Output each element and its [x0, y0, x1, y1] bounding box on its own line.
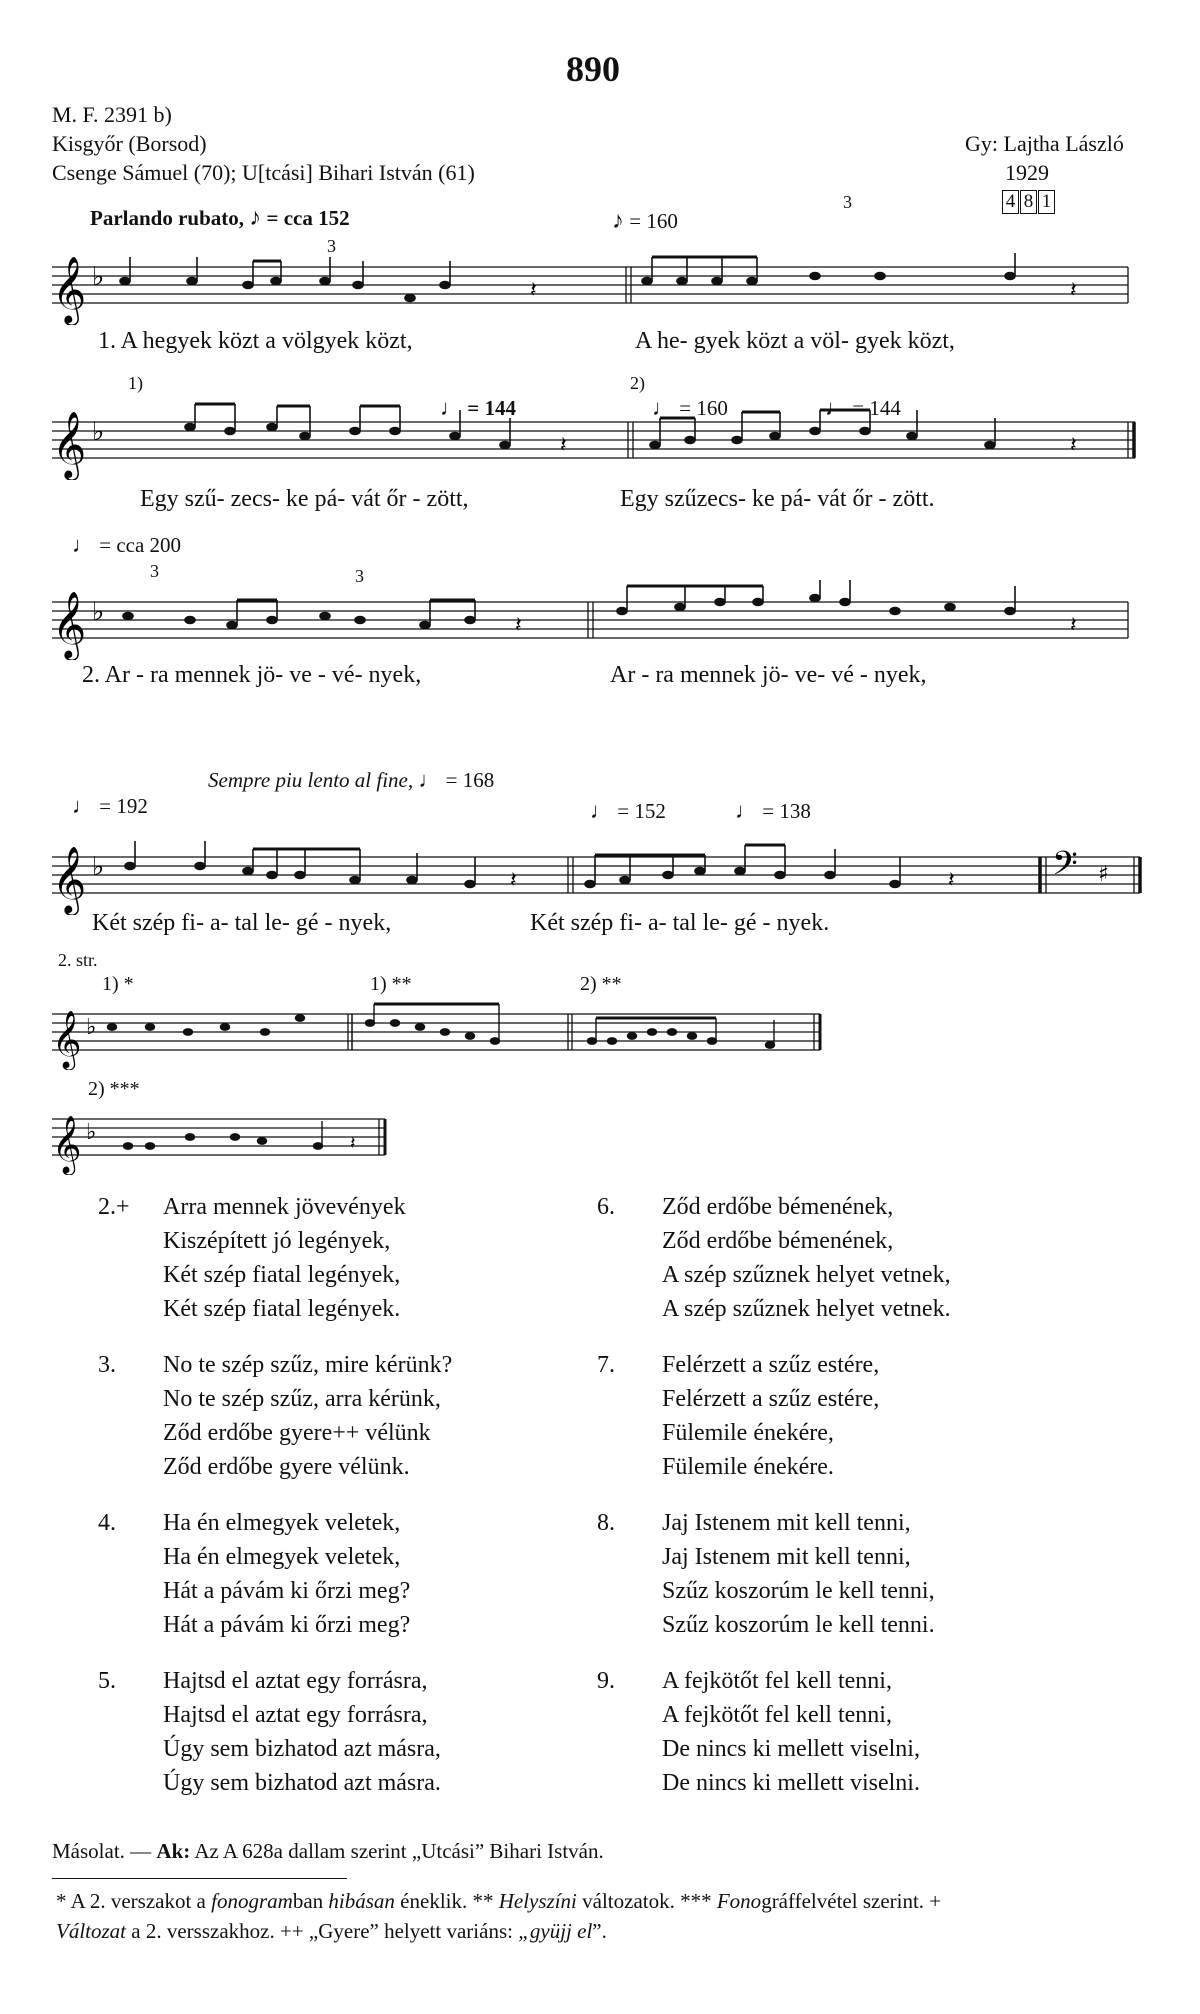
- footnote-divider: [52, 1878, 347, 1879]
- svg-text:♭: ♭: [92, 597, 105, 627]
- verse-line: No te szép szűz, mire kérünk?: [163, 1352, 453, 1378]
- verse-line: Ződ erdőbe gyere vélünk.: [163, 1454, 410, 1480]
- verse-block: [597, 1506, 935, 1642]
- variant-mark: 2) ***: [88, 1078, 140, 1100]
- svg-text:♭: ♭: [92, 852, 105, 882]
- tempo-160: ♪ = 160: [612, 208, 678, 234]
- verse-line: Hát a pávám ki őrzi meg?: [163, 1578, 411, 1604]
- verse-line: Fülemile énekére.: [662, 1454, 834, 1480]
- verse-line: Hát a pávám ki őrzi meg?: [163, 1612, 411, 1638]
- treble-clef-icon: 𝄞: [52, 1010, 82, 1068]
- verse-line: Ződ erdőbe bémenének,: [662, 1194, 894, 1220]
- verse-line: Hajtsd el aztat egy forrásra,: [163, 1668, 428, 1694]
- lyrics-line-3a: 2. Ar - ra mennek jö- ve - vé- nyek,: [82, 662, 422, 688]
- verse-line: Ződ erdőbe gyere++ vélünk: [163, 1420, 431, 1446]
- form-boxes: [1002, 190, 1056, 214]
- lyrics-line-2b: Egy szűzecs- ke pá- vát őr - zött.: [620, 486, 935, 512]
- verse-line: Arra mennek jövevények: [163, 1194, 406, 1220]
- verse-block: [597, 1190, 951, 1326]
- verse-number: 4.: [98, 1510, 116, 1536]
- tempo-138: ♩ = 138: [735, 798, 811, 823]
- collector: Gy: Lajtha László: [965, 131, 1124, 156]
- verse-block: [98, 1506, 410, 1642]
- verse-number: 9.: [597, 1668, 615, 1694]
- lyrics-line-1a: 1. A hegyek közt a völgyek közt,: [98, 328, 413, 354]
- verse-number: 6.: [597, 1194, 615, 1220]
- staff-4: [0, 835, 1200, 915]
- svg-text:𝄽: 𝄽: [948, 868, 955, 893]
- verse-line: Ha én elmegyek veletek,: [163, 1544, 401, 1570]
- footnotes: * A 2. verszakot a fonogramban hibásan éneklik. ** Helyszíni változatok. *** Fonográffelvétel szerint. + Változat a 2. versszakhoz. ++ „Gyere” helyett variáns: „gyüjj el”.: [56, 1889, 942, 1943]
- treble-clef-icon: 𝄞: [52, 590, 87, 658]
- verse-line: Ződ erdőbe bémenének,: [662, 1228, 894, 1254]
- bass-clef-icon: 𝄢: [1052, 845, 1078, 891]
- verse-line: Kiszépített jó legények,: [163, 1228, 391, 1254]
- tempo-160b: ♩ = 160: [652, 395, 728, 420]
- verse-line: Fülemile énekére,: [662, 1420, 834, 1446]
- tempo-sempre: Sempre piu lento al fine, ♩ = 168: [208, 767, 495, 792]
- svg-text:𝄽: 𝄽: [560, 433, 567, 458]
- staff-3: [0, 580, 1200, 660]
- verse-block: [98, 1664, 441, 1800]
- form-box: 4: [1002, 190, 1019, 214]
- svg-text:𝄽: 𝄽: [1070, 613, 1077, 638]
- treble-clef-icon: 𝄞: [52, 1115, 82, 1173]
- verse-line: A fejkötőt fel kell tenni,: [662, 1702, 892, 1728]
- svg-text:𝄽: 𝄽: [1070, 433, 1077, 458]
- treble-clef-icon: 𝄞: [52, 410, 87, 478]
- svg-text:♯: ♯: [1098, 862, 1109, 887]
- verse-line: Felérzett a szűz estére,: [662, 1386, 880, 1412]
- tempo-152: ♩ = 152: [590, 798, 666, 823]
- lyrics-line-4b: Két szép fi- a- tal le- gé - nyek.: [530, 910, 830, 936]
- verse-block: [98, 1348, 452, 1484]
- verse-line: No te szép szűz, arra kérünk,: [163, 1386, 441, 1412]
- page-number: 890: [566, 49, 620, 89]
- variant-mark: 1) *: [102, 973, 134, 995]
- svg-text:𝄽: 𝄽: [510, 868, 517, 893]
- svg-text:♭: ♭: [92, 417, 105, 447]
- verse-line: Felérzett a szűz estére,: [662, 1352, 880, 1378]
- svg-text:𝄽: 𝄽: [515, 613, 522, 638]
- svg-text:𝄽: 𝄽: [1070, 278, 1077, 303]
- verse-line: Hajtsd el aztat egy forrásra,: [163, 1702, 428, 1728]
- variant-mark: 2) **: [580, 973, 622, 995]
- form-box: 1: [1038, 190, 1055, 214]
- staff-2: [0, 400, 1200, 480]
- verse-line: A szép szűznek helyet vetnek.: [662, 1296, 951, 1322]
- svg-text:♭: ♭: [86, 1120, 97, 1145]
- variant-staff-2: [0, 1105, 1200, 1175]
- verse-block: [98, 1190, 406, 1326]
- verse-block: [597, 1664, 920, 1800]
- triplet-mark: 3: [327, 236, 336, 256]
- lyrics-line-1b: A he- gyek közt a völ- gyek közt,: [635, 328, 955, 354]
- place: Kisgyőr (Borsod): [52, 131, 207, 156]
- variant-mark: 2): [630, 373, 645, 393]
- year: 1929: [1005, 160, 1049, 185]
- variant-mark: 1) **: [370, 973, 412, 995]
- verse-block: [597, 1348, 879, 1484]
- verse-number: 3.: [98, 1352, 116, 1378]
- triplet-mark: 3: [843, 192, 852, 212]
- lyrics-line-3b: Ar - ra mennek jö- ve- vé - nyek,: [610, 662, 927, 688]
- triplet-mark: 3: [355, 566, 364, 586]
- svg-text:♭: ♭: [86, 1015, 97, 1040]
- verse-number: 5.: [98, 1668, 116, 1694]
- catalog-number: M. F. 2391 b): [52, 102, 172, 127]
- staff-1: [0, 245, 1200, 325]
- verse-line: De nincs ki mellett viselni,: [662, 1736, 920, 1762]
- tempo-144: ♩ = 144: [440, 395, 516, 420]
- verse-number: 2.+: [98, 1194, 130, 1220]
- verse-line: Szűz koszorúm le kell tenni.: [662, 1612, 935, 1638]
- copy-note: Másolat. — Ak: Az A 628a dallam szerint „Utcási” Bihari István.: [52, 1839, 604, 1863]
- treble-clef-icon: 𝄞: [52, 255, 87, 323]
- form-box: 8: [1020, 190, 1037, 214]
- verse-line: Szűz koszorúm le kell tenni,: [662, 1578, 935, 1604]
- treble-clef-icon: 𝄞: [52, 845, 87, 913]
- tempo-main: Parlando rubato, ♪ = cca 152: [90, 205, 350, 231]
- tempo-144b: ♩ = 144: [825, 395, 901, 420]
- verse-line: A fejkötőt fel kell tenni,: [662, 1668, 892, 1694]
- svg-text:♭: ♭: [92, 262, 105, 292]
- variant-staves-1: [0, 1000, 1200, 1070]
- verse-line: Úgy sem bizhatod azt másra,: [163, 1736, 441, 1762]
- verse-line: A szép szűznek helyet vetnek,: [662, 1262, 951, 1288]
- verse-line: Ha én elmegyek veletek,: [163, 1510, 401, 1536]
- verse-line: Úgy sem bizhatod azt másra.: [163, 1770, 441, 1796]
- verse-line: De nincs ki mellett viselni.: [662, 1770, 920, 1796]
- verse-line: Jaj Istenem mit kell tenni,: [662, 1544, 911, 1570]
- triplet-mark: 3: [150, 561, 159, 581]
- svg-text:𝄽: 𝄽: [350, 1133, 356, 1154]
- tempo-200: ♩ = cca 200: [72, 532, 182, 557]
- verse-number: 7.: [597, 1352, 615, 1378]
- stanza-label: 2. str.: [58, 950, 98, 970]
- variant-mark: 1): [128, 373, 143, 393]
- verse-number: 8.: [597, 1510, 615, 1536]
- tempo-192: ♩ = 192: [72, 793, 148, 818]
- lyrics-line-2a: Egy szű- zecs- ke pá- vát őr - zött,: [140, 486, 469, 512]
- lyrics-line-4a: Két szép fi- a- tal le- gé - nyek,: [92, 910, 392, 936]
- performers: Csenge Sámuel (70); U[tcási] Bihari István (61): [52, 160, 475, 185]
- verse-line: Két szép fiatal legények.: [163, 1296, 401, 1322]
- verse-line: Jaj Istenem mit kell tenni,: [662, 1510, 911, 1536]
- svg-text:𝄽: 𝄽: [530, 278, 537, 303]
- verse-line: Két szép fiatal legények,: [163, 1262, 401, 1288]
